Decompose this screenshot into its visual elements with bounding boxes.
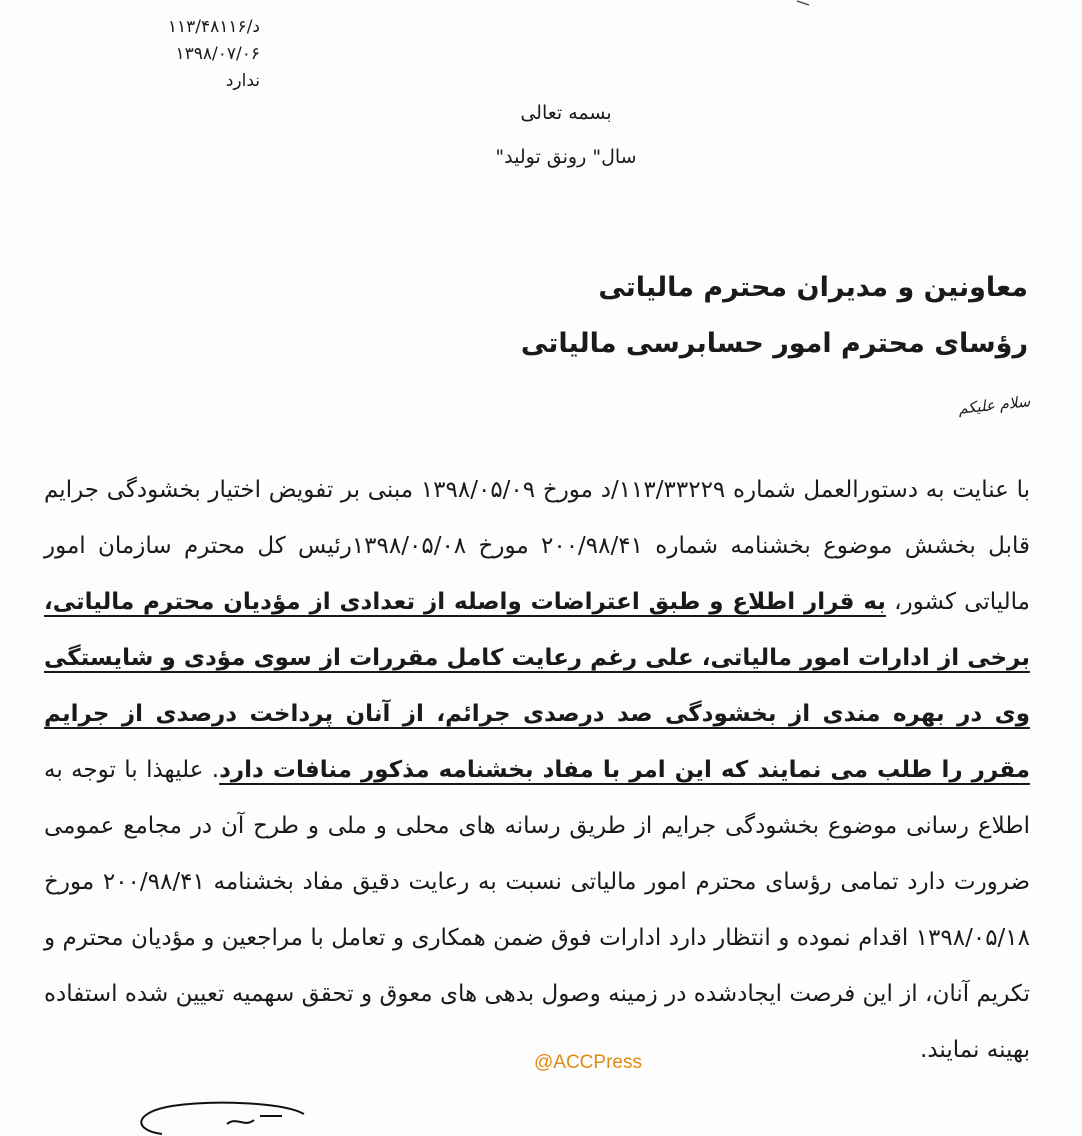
body-emphasis: به قرار اطلاع و طبق اعتراضات واصله از تعدادی از مؤدیان محترم مالیاتی، برخی از ادارات امور مالیاتی، علی رغم رعایت کامل مقررات از سوی مؤدی و شایستگی وی در بهره مندی از بخشودگی صد درصدی جرائم، از آنان پرداخت درصدی از جرایم مقرر را طلب می نمایند که این امر با مفاد بخشنامه مذکور منافات دارد <box>44 589 1030 783</box>
reference-number: د/۱۱۳/۴۸۱۱۶ <box>167 17 260 37</box>
corner-mark <box>796 0 810 6</box>
reference-attachment: ندارد <box>225 71 260 91</box>
letter-body <box>44 462 1030 1078</box>
year-slogan: سال" رونق تولید" <box>495 146 637 168</box>
letter-reference-block <box>120 14 260 95</box>
body-intro: با عنایت به دستورالعمل شماره ۱۱۳/۳۳۲۲۹/د مورخ ۱۳۹۸/۰۵/۰۹ مبنی بر تفویض اختیار بخشودگی جرایم قابل بخشش موضوع بخشنامه شماره ۲۰۰/۹۸/۴۱ مورخ ۱۳۹۸/۰۵/۰۸رئیس کل محترم سازمان امور مالیاتی کشور، <box>44 477 1031 615</box>
watermark: @ACCPress <box>534 1052 642 1073</box>
body-paragraph <box>44 462 1030 1078</box>
body-continuation: . علیهذا با توجه به اطلاع رسانی موضوع بخشودگی جرایم از طریق رسانه های محلی و ملی و طرح آن در مجامع عمومی ضرورت دارد تمامی رؤسای محترم امور مالیاتی نسبت به رعایت دقیق مفاد بخشنامه ۲۰۰/۹۸/۴۱ مورخ ۱۳۹۸/۰۵/۱۸ اقدام نموده و انتظار دارد ادارات فوق ضمن همکاری و تعامل با مراجعین و مؤدیان محترم و تکریم آنان، از این فرصت ایجادشده در زمینه وصول بدهی های معوق و تحقق سهمیه تعیین شده استفاده بهینه نمایند. <box>44 757 1030 1063</box>
addressee-line-2: رؤسای محترم امور حسابرسی مالیاتی <box>520 328 1028 359</box>
signature-image <box>132 1094 312 1136</box>
addressee-line-1: معاونین و مدیران محترم مالیاتی <box>598 272 1028 303</box>
reference-date: ۱۳۹۸/۰۷/۰۶ <box>175 44 260 64</box>
bismillah-heading: بسمه تعالی <box>520 102 612 124</box>
greeting: سلام علیکم <box>956 392 1031 418</box>
